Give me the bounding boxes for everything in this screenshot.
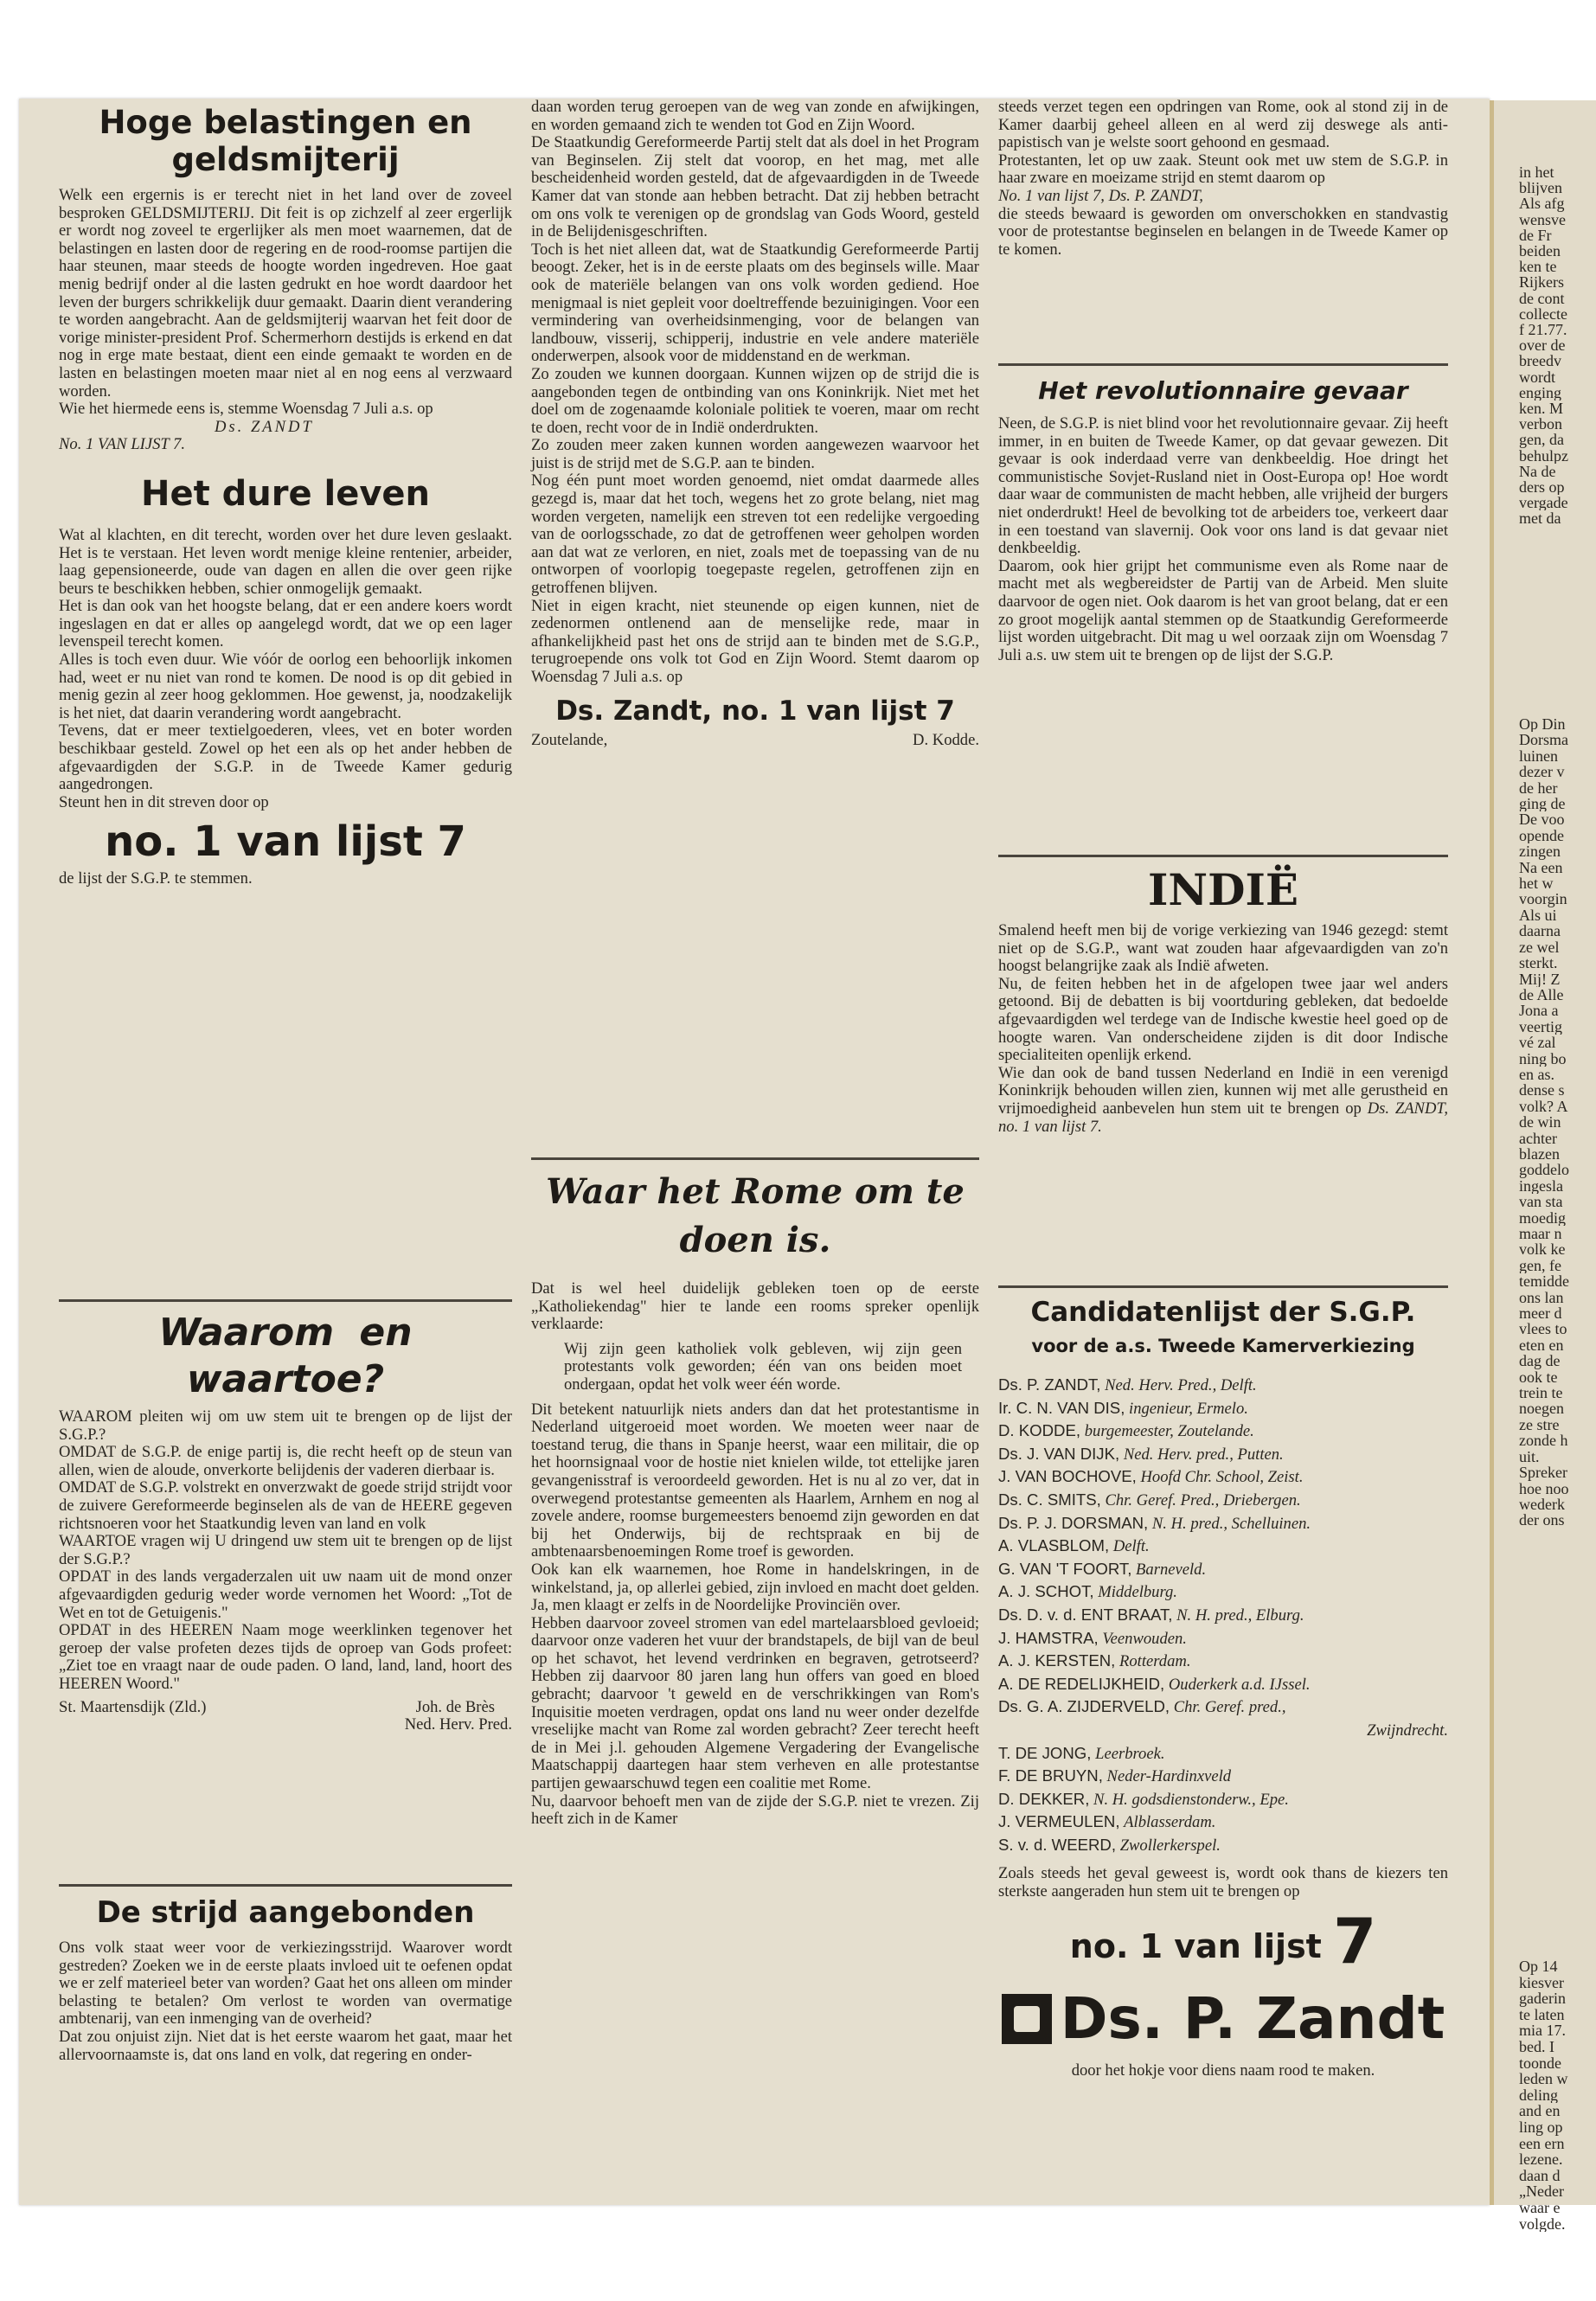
- text-fragment: een ern: [1519, 2135, 1565, 2152]
- candidate-row: [998, 1719, 1448, 1742]
- candidate-description: Middelburg.: [1098, 1583, 1177, 1602]
- article-title-revolutionnaire: Het revolutionnaire gevaar: [1038, 376, 1408, 405]
- paragraph: De Staatkundig Gereformeerde Partij stelt dat als doel in het Program van Beginselen. Zij stelt dat voorop, en het mag, met alle bescheidenheid worden gesteld, dat de afgevaardigden in de Tweede Kamer dat van stonde aan hebben betracht. Dat zij hebben betracht om ons volk te verenigen op de grondslag van Gods Woord, gesteld in de Belijdenisgeschriften.: [531, 133, 979, 241]
- paragraph: Neen, de S.G.P. is niet blind voor het revolutionnaire gevaar. Zij heeft immer, in en buiten de Tweede Kamer, op dat gevaar gewezen. Dit gevaar is ook inderdaad verre van denkbeeldig. Hoe dringt het communistische Sovjet-Rusland niet in Oost-Europa op! Hoe wordt daar waar de communisten de macht hebben, alle vrijheid der burgers niet onderdrukt! Heel de bevolking tot de arbeiders toe, verkeert daar in een toestand van slavernij. Ook voor ons land is dat gevaar niet denkbeeldig.: [998, 414, 1448, 558]
- column-1-bottom: [59, 1893, 512, 2064]
- article-title-waarom-waartoe: Waarom en waartoe?: [158, 1311, 413, 1401]
- candidate-name: Ds. G. A. ZIJDERVELD,: [998, 1697, 1170, 1716]
- signature-block: [59, 1699, 512, 1717]
- candidate-row: [998, 1420, 1448, 1443]
- divider: [998, 363, 1448, 366]
- candidate-row: [998, 1397, 1448, 1420]
- text-fragment: trein te: [1519, 1385, 1563, 1401]
- article-body-rome: [531, 1280, 979, 1829]
- adjacent-text-middle: [1519, 716, 1593, 1529]
- candidate-list: [998, 1374, 1448, 1856]
- column-1-lower: [59, 1310, 512, 1734]
- paragraph: Zo zouden we kunnen doorgaan. Kunnen wijzen op de strijd die is aangebonden tegen de ontbinding van ons Koninkrijk. Niet met het doel om de zogenaamde koloniale politiek te voeren, maar om recht te doen, recht voor de in Indië onderdrukten.: [531, 364, 979, 437]
- candidate-list-title: Candidatenlijst der S.G.P.: [1030, 1297, 1416, 1328]
- text-fragment: Na een: [1519, 859, 1563, 876]
- column-3: [998, 99, 1448, 259]
- ballot-checkbox-icon: [1002, 1994, 1052, 2044]
- text-fragment: luinen: [1519, 747, 1558, 765]
- text-fragment: mia 17.: [1519, 2022, 1566, 2039]
- text-fragment: ders op: [1519, 479, 1565, 496]
- text-fragment: vergade: [1519, 495, 1568, 511]
- text-fragment: en as.: [1519, 1066, 1554, 1083]
- divider: [531, 1157, 979, 1160]
- text-fragment: uit.: [1519, 1448, 1540, 1465]
- text-fragment: verbon: [1519, 416, 1562, 433]
- text-fragment: Op Din: [1519, 716, 1566, 733]
- text-fragment: eten en: [1519, 1336, 1564, 1354]
- candidate-description: Hoofd Chr. School, Zeist.: [1140, 1468, 1304, 1487]
- paragraph: daan worden terug geroepen van de weg van zonde en afwijkingen, en worden gemaand zich te wenden tot God en Zijn Woord.: [531, 98, 979, 134]
- text-fragment: dezer v: [1519, 764, 1565, 780]
- candidate-name: Ir. C. N. VAN DIS,: [998, 1398, 1125, 1417]
- column-3-candidates: [998, 1294, 1448, 2080]
- text-fragment: over de: [1519, 337, 1566, 354]
- text-fragment: kiesver: [1519, 1974, 1564, 1991]
- article-body-dure-leven: [59, 527, 512, 812]
- candidate-row: [998, 1443, 1448, 1466]
- paragraph: Wat al klachten, en dit terecht, worden over het dure leven geslaakt. Het is te verstaan. Het leven wordt menige kleine rentenier, arbeider, laag gepensioneerde, oude van dagen en allen die over geen rijke beurs te beschikken hebben, schier onmogelijk gemaakt.: [59, 525, 512, 598]
- divider: [998, 855, 1448, 857]
- candidate-row: [998, 1512, 1448, 1535]
- paragraph: die steeds bewaard is geworden om onverschokken en standvastig voor de protestantse beginselen en belangen in de Tweede Kamer op te komen.: [998, 204, 1448, 259]
- candidate-row: [998, 1535, 1448, 1558]
- candidate-description: Ned. Herv. pred., Putten.: [1123, 1445, 1284, 1464]
- text-fragment: ning bo: [1519, 1050, 1567, 1067]
- candidate-description: Chr. Geref. Pred., Driebergen.: [1105, 1490, 1301, 1509]
- article-body-waarom-waartoe: [59, 1408, 512, 1734]
- text-fragment: vé zal: [1519, 1035, 1556, 1051]
- candidate-description: Veenwouden.: [1102, 1629, 1187, 1648]
- text-fragment: ken. M: [1519, 401, 1563, 417]
- text-fragment: maar n: [1519, 1226, 1562, 1242]
- candidate-description: Alblasserdam.: [1124, 1813, 1216, 1832]
- text-fragment: gen, da: [1519, 432, 1564, 448]
- signature: Ds. ZANDT: [215, 417, 314, 436]
- text-fragment: moedig: [1519, 1209, 1566, 1226]
- text-fragment: sterkt.: [1519, 955, 1558, 971]
- article-title-dure-leven: Het dure leven: [140, 473, 431, 514]
- candidate-description: Leerbroek.: [1095, 1744, 1165, 1763]
- signature-place: Zoutelande,: [531, 730, 608, 749]
- adjacent-text-bottom: [1519, 1958, 1593, 2232]
- article-body-indie: [998, 922, 1448, 1136]
- candidate-description: N. H. pred., Schelluinen.: [1151, 1514, 1311, 1533]
- text-fragment: volk ke: [1519, 1241, 1566, 1258]
- title-line-1: Hoge belastingen en: [99, 104, 472, 141]
- text-fragment: Mij! Z: [1519, 971, 1561, 987]
- text-fragment: Dorsma: [1519, 732, 1568, 748]
- article-title-strijd-aangebonden: De strijd aangebonden: [96, 1895, 475, 1930]
- candidate-row: [998, 1489, 1448, 1512]
- paragraph: Nog één punt moet worden genoemd, niet omdat daarmede alles gezegd is, maar dat het toch, wegens het zo grote belang, niet mag worden vergeten, namelijk een streven tot een redelijke vergoeding van de oorlogsschade, zo dat de getroffenen weer geholpen worden aan dat wat ze verloren, en niet, zoals met de toepassing van de nu ontworpen of voorlopig toegepaste regelen, getroffenen zijn en getroffenen blijven.: [531, 471, 979, 598]
- signature-place: St. Maartensdijk (Zld.): [59, 1697, 207, 1716]
- text-fragment: het w: [1519, 875, 1554, 892]
- text-fragment: wederk: [1519, 1496, 1565, 1513]
- candidate-name: Ds. P. ZANDT,: [998, 1375, 1101, 1394]
- signature: No. 1 VAN LIJST 7.: [59, 435, 186, 454]
- text-fragment: vlees to: [1519, 1321, 1567, 1337]
- candidate-row: [998, 1834, 1448, 1857]
- big-slogan-lijst-7: no. 1 van lijst 7: [105, 817, 466, 867]
- paragraph: Smalend heeft men bij de vorige verkiezing van 1946 gezegd: stemt niet op de S.G.P., want wat zouden haar afgevaardigden van zo'n hoogst belangrijke zaak als Indië afweten.: [998, 921, 1448, 976]
- candidate-name: A. VLASBLOM,: [998, 1536, 1110, 1555]
- text-fragment: ging de: [1519, 796, 1566, 812]
- candidate-name: Ds. C. SMITS,: [998, 1490, 1101, 1509]
- paragraph: Alles is toch even duur. Wie vóór de oorlog een behoorlijk inkomen had, weet er nu niet van rond te komen. De nood is op dit gebied in menig gezin al zeer hoog geklommen. Hoe gewenst, ja, noodzakelijk is het niet, dat daarin verandering wordt aangebracht.: [59, 651, 512, 722]
- text-fragment: De voo: [1519, 811, 1565, 828]
- text-fragment: de her: [1519, 779, 1558, 797]
- candidate-row: [998, 1765, 1448, 1788]
- text-fragment: daan d: [1519, 2167, 1561, 2184]
- signature-name: D. Kodde.: [913, 730, 979, 749]
- text-fragment: and en: [1519, 2103, 1561, 2119]
- text-fragment: behulpz: [1519, 447, 1568, 464]
- signature-name: Joh. de Brès: [415, 1697, 495, 1716]
- candidate-name: D. KODDE,: [998, 1421, 1081, 1440]
- text-fragment: collecte: [1519, 305, 1567, 323]
- candidate-name: T. DE JONG,: [998, 1743, 1092, 1762]
- text-fragment: Na de: [1519, 463, 1556, 480]
- paragraph: Dat is wel heel duidelijk gebleken toen op de eerste „Katholiekendag" hier te lande een rooms spreker openlijk verklaarde:: [531, 1279, 979, 1334]
- text-fragment: zonde h: [1519, 1433, 1568, 1449]
- paragraph: OMDAT de S.G.P. volstrekt en onverzwakt de goede strijd strijdt voor de zuivere Gereformeerde beginselen als de van de HEERE gegeven richtsnoeren voor het Staatkundig leven van land en volk: [59, 1478, 512, 1533]
- column-3-indie: [998, 862, 1448, 1136]
- candidate-description: Ned. Herv. Pred., Delft.: [1105, 1376, 1257, 1394]
- text-fragment: ze stre: [1519, 1416, 1560, 1433]
- text-fragment: noegen: [1519, 1400, 1564, 1417]
- candidate-description: burgemeester, Zoutelande.: [1084, 1422, 1254, 1441]
- paragraph: Wie het hiermede eens is, stemme Woensdag 7 Juli a.s. op: [59, 400, 433, 419]
- text-fragment: voorgin: [1519, 891, 1567, 907]
- text-fragment: Op 14: [1519, 1958, 1558, 1975]
- paragraph: steeds verzet tegen een opdringen van Rome, ook al stond zij in de Kamer daarbij geheel alleen en al werd zij deswege als anti-papistisch van je welste soort gehoond en gesmaad.: [998, 98, 1448, 152]
- candidate-list-subtitle: voor de a.s. Tweede Kamerverkiezing: [1031, 1336, 1415, 1356]
- text-fragment: blijven: [1519, 180, 1562, 196]
- slogan-text: no. 1 van lijst: [1069, 1926, 1322, 1965]
- article-body-hoge-belastingen: [59, 187, 512, 454]
- paragraph: Toch is het niet alleen dat, wat de Staatkundig Gereformeerde Partij beoogt. Zeker, het is in de eerste plaats om des beginsels wille. Maar ook de materiële belangen van ons volk worden gediend. Hoe menigmaal is niet gepleit voor doeltreffende bezuinigingen. Voor een vermindering van overheidsinmenging, voor de belangen van landbouw, visserij, schipperij, industrie en vele andere materiële onderwerpen, alsook voor de middenstand en de werkman.: [531, 240, 979, 366]
- paragraph: WAAROM pleiten wij om uw stem uit te brengen op de lijst der S.G.P.?: [59, 1407, 512, 1444]
- text-fragment: „Neder: [1519, 2183, 1564, 2200]
- paragraph: Zoals steeds het geval geweest is, wordt ook thans de kiezers ten sterkste aangeraden hun stem uit te brengen op: [998, 1864, 1448, 1901]
- paragraph: Ook kan elk waarnemen, hoe Rome in handelskringen, in de winkelstand, ja, op allerlei gebied, zijn invloed en macht doet gelden. Ja, men klaagt er zelfs in de Noordelijke Provinciën over.: [531, 1560, 979, 1615]
- article-body-strijd-continued: [531, 99, 979, 687]
- candidate-list-note: [998, 1865, 1448, 1900]
- text-fragment: daarna: [1519, 923, 1561, 939]
- quotation: Wij zijn geen katholiek volk gebleven, wij zijn geen protestants volk geworden; één van ons beiden moet ondergaan, opdat het volk weer één worde.: [564, 1339, 962, 1394]
- text-fragment: gen, fe: [1519, 1257, 1561, 1274]
- paragraph: OMDAT de S.G.P. de enige partij is, die recht heeft op de steun van allen, wien de aloude, onverkorte belijdenis der vaderen dierbaar is.: [59, 1443, 512, 1479]
- candidate-description: Rotterdam.: [1119, 1652, 1191, 1671]
- text-fragment: waar e: [1519, 2199, 1561, 2216]
- text-fragment: ze wel: [1519, 939, 1560, 956]
- ballot-instruction: [998, 2062, 1448, 2080]
- candidate-row: [998, 1788, 1448, 1811]
- candidate-description: Neder-Hardinxveld: [1106, 1767, 1232, 1786]
- paragraph: de lijst der S.G.P. te stemmen.: [59, 869, 253, 888]
- candidate-description: Zwollerkerspel.: [1119, 1836, 1221, 1855]
- text-fragment: lezene.: [1519, 2151, 1563, 2168]
- candidate-name: F. DE BRUYN,: [998, 1766, 1103, 1785]
- paragraph: Niet in eigen kracht, niet steunende op eigen kunnen, niet de zedenormen ontlenend aan de menselijke rede, maar in afhankelijkheid past het ons de strijd aan te binden met de S.G.P., terugroepende ons volk tot God en Zijn Woord. Stemt daarom op Woensdag 7 Juli a.s. op: [531, 596, 979, 686]
- paragraph-end: Ds. ZANDT, no. 1 van lijst 7.: [998, 1099, 1449, 1136]
- text-fragment: van sta: [1519, 1194, 1563, 1210]
- candidate-description: Zwijndrecht.: [1367, 1721, 1448, 1740]
- text-fragment: wordt: [1519, 369, 1555, 385]
- paragraph: door het hokje voor diens naam rood te maken.: [1071, 2061, 1375, 2080]
- text-fragment: beiden: [1519, 243, 1561, 260]
- candidate-name: J. HAMSTRA,: [998, 1628, 1099, 1647]
- candidate-row: [998, 1465, 1448, 1489]
- candidate-name: D. DEKKER,: [998, 1789, 1090, 1808]
- text-fragment: blazen: [1519, 1145, 1560, 1163]
- column-3-revolutionnaire: [998, 374, 1448, 664]
- adjacent-text-top: [1519, 164, 1593, 527]
- text-fragment: hoe noo: [1519, 1480, 1569, 1497]
- candidate-row: [998, 1580, 1448, 1604]
- paragraph: WAARTOE vragen wij U dringend uw stem uit te brengen op de lijst der S.G.P.?: [59, 1532, 512, 1568]
- article-body-strijd-aangebonden: [59, 1939, 512, 2064]
- candidate-description: N. H. godsdienstonderw., Epe.: [1093, 1790, 1289, 1809]
- text-fragment: ook te: [1519, 1368, 1558, 1386]
- signature-block: [531, 732, 979, 750]
- paragraph: Zo zouden meer zaken kunnen worden aangewezen waarvoor het juist is de strijd met de S.G.P. aan te binden.: [531, 436, 979, 472]
- divider: [59, 1299, 512, 1302]
- text-fragment: bed. I: [1519, 2038, 1554, 2055]
- candidate-name: J. VAN BOCHOVE,: [998, 1467, 1137, 1486]
- column-1: [59, 102, 512, 888]
- text-fragment: ken te: [1519, 259, 1557, 275]
- text-fragment: de Alle: [1519, 986, 1564, 1003]
- paragraph: Wie dan ook de band tussen Nederland en Indië in een verenigd Koninkrijk behouden willen zien, kunnen wij met alle gerustheid en vrijmoedigheid aanbevelen hun stem uit te brengen op: [998, 1063, 1448, 1118]
- column-2: [531, 99, 979, 749]
- candidate-row: [998, 1604, 1448, 1627]
- text-fragment: Als afg: [1519, 195, 1565, 212]
- paragraph: Hebben daarvoor zoveel stromen van edel martelaarsbloed gevloeid; daarvoor onze vaderen het vuur der brandstapels, de bijl van de beul op het schavot, het levend verdrinken en begraven, getrotseerd? Hebben zij daarvoor 80 jaren lang hun offers van goed en bloed gebracht; daarvoor 't geweld en de verschrikkingen van Rom's Inquisitie moeten verdragen, opdat ons land nu weer onder dezelfde vreselijke macht van Rome zal worden gebracht? Zeer terecht heeft de in Mei j.l. gehouden Algemene Vergadering der Evangelische Maatschappij daartegen haar stem verheven en alle protestantse partijen gewaarschuwd tegen een coalitie met Rome.: [531, 1613, 979, 1793]
- text-fragment: de win: [1519, 1114, 1561, 1131]
- text-fragment: dag de: [1519, 1353, 1561, 1369]
- candidate-row: [998, 1558, 1448, 1581]
- text-fragment: zingen: [1519, 843, 1561, 860]
- candidate-row: [998, 1650, 1448, 1673]
- big-slogan-lijst-7: [998, 1904, 1448, 1979]
- candidate-name: G. VAN 'T FOORT,: [998, 1559, 1132, 1578]
- candidate-row: [998, 1673, 1448, 1696]
- paragraph: Dat zou onjuist zijn. Niet dat is het eerste waarom het gaat, maar het allervoornaamste is, dat ons land en volk, dat regering en onder-: [59, 2027, 512, 2064]
- signature-title: Ned. Herv. Pred.: [404, 1715, 512, 1734]
- text-fragment: leden w: [1519, 2071, 1568, 2087]
- paragraph: Het is dan ook van het hoogste belang, dat er een andere koers wordt ingeslagen en dat er alles op aangelegd wordt, dat we op een lager levenspeil terecht komen.: [59, 597, 512, 651]
- text-fragment: veertig: [1519, 1018, 1562, 1035]
- candidate-row: [998, 1627, 1448, 1650]
- paragraph: Nu, de feiten hebben het in de afgelopen twee jaar wel anders getoond. Bij de debatten is bij voortduring gebleken, dat bedoelde afgevaardigden wel terdege van de Indische kwestie heel goed op de hoogte waren. Van onderscheidene zijden is dit door Indische specialiteiten openlijk erkend.: [998, 974, 1448, 1065]
- text-fragment: Als ui: [1519, 907, 1557, 924]
- text-fragment: deling: [1519, 2086, 1558, 2104]
- text-fragment: volk? A: [1519, 1098, 1568, 1115]
- candidate-description: Chr. Geref. pred.,: [1173, 1698, 1286, 1717]
- candidate-description: Barneveld.: [1136, 1560, 1207, 1579]
- text-fragment: ons lan: [1519, 1289, 1564, 1306]
- candidate-name: A. DE REDELIJKHEID,: [998, 1674, 1165, 1693]
- text-fragment: volgde.: [1519, 2215, 1566, 2233]
- candidate-name: Ds. P. J. DORSMAN,: [998, 1513, 1149, 1532]
- candidate-description: Ouderkerk a.d. IJssel.: [1168, 1675, 1311, 1694]
- candidate-name: A. J. KERSTEN,: [998, 1651, 1116, 1670]
- text-fragment: gaderin: [1519, 1990, 1566, 2007]
- text-fragment: enging: [1519, 384, 1561, 401]
- text-fragment: breedv: [1519, 353, 1561, 369]
- text-fragment: te laten: [1519, 2006, 1565, 2023]
- article-body-rome-continued: [998, 99, 1448, 259]
- text-fragment: wensve: [1519, 211, 1566, 228]
- text-fragment: de cont: [1519, 290, 1565, 306]
- text-fragment: f 21.77.: [1519, 322, 1567, 338]
- paragraph: Welk een ergernis is er terecht niet in het land over de zoveel besproken GELDSMIJTERIJ. Dit feit is op zichzelf al zeer ergerlijk er wordt nog zoveel te ergerlijker als men moet waarnemen, dat de belastingen en lasten door de regering en de rood-roomse partijen die haar steunen, maar steeds de hoogte worden ingedreven. Hoe gaat menig bedrijf onder al die lasten gedrukt en hoe wordt daardoor het leven der burgers schrikkelijk duur gemaakt. Daarin dient verandering te worden aangebracht. Aan de geldsmijterij waarvan het feit door de vorige minister-president Prof. Schermerhorn destijds is erkend en dat nog in erge mate bestaat, dient een einde gemaakt te worden en de lasten en belastingen moeten maar niet al en nog eens al verzwaard worden.: [59, 186, 512, 401]
- title-line-2: geldsmijterij: [171, 141, 400, 178]
- text-fragment: achter: [1519, 1130, 1557, 1146]
- candidate-description: ingenieur, Ermelo.: [1129, 1399, 1248, 1418]
- text-fragment: dense s: [1519, 1082, 1565, 1099]
- banner-ds-zandt: Ds. Zandt, no. 1 van lijst 7: [555, 695, 955, 727]
- text-fragment: meer d: [1519, 1305, 1562, 1322]
- divider: [59, 1884, 512, 1887]
- candidate-name: J. VERMEULEN,: [998, 1812, 1120, 1831]
- paragraph: Steunt hen in dit streven door op: [59, 792, 269, 811]
- article-title-rome: [531, 1168, 979, 1265]
- title-line-1: Waar het Rome om te: [546, 1171, 965, 1212]
- text-fragment: in het: [1519, 164, 1554, 181]
- paragraph: OPDAT in des HEEREN Naam moge weerklinken tegenover het geroep der valse profeten dezes tijds de oproep van Gods profeet: „Ziet toe en vraagt naar de oude paden. O land, land, land, hoort des HEEREN Woord.": [59, 1621, 512, 1693]
- candidate-description: N. H. pred., Elburg.: [1176, 1606, 1304, 1625]
- candidate-name: S. v. d. WEERD,: [998, 1835, 1117, 1854]
- candidate-row: [998, 1374, 1448, 1397]
- text-fragment: Spreker: [1519, 1465, 1567, 1481]
- article-title-indie: INDIË: [1148, 864, 1298, 915]
- text-fragment: Jona a: [1519, 1003, 1559, 1019]
- candidate-description: Delft.: [1112, 1537, 1150, 1556]
- text-fragment: der ons: [1519, 1512, 1565, 1529]
- text-fragment: temidde: [1519, 1273, 1569, 1290]
- text-fragment: de Fr: [1519, 227, 1552, 244]
- paragraph: No. 1 van lijst 7, Ds. P. ZANDT,: [998, 186, 1203, 205]
- text-fragment: toonde: [1519, 2054, 1561, 2072]
- paragraph: Daarom, ook hier grijpt het communisme even als Rome naar de macht met als wegbereidster de Partij van de Arbeid. Men sluite daarvoor de ogen niet. Ook daarom is het van groot belang, dat er een zo groot mogelijk aantal stemmen op de Staatkundig Gereformeerde lijst worden uitgebracht. Dit mag u wel oorzaak zijn om Woensdag 7 Juli a.s. uw stem uit te brengen op de lijst der S.G.P.: [998, 556, 1448, 664]
- text-fragment: ingesla: [1519, 1177, 1563, 1195]
- candidate-name: Ds. J. VAN DIJK,: [998, 1444, 1120, 1463]
- text-fragment: goddelo: [1519, 1162, 1569, 1178]
- article-title-hoge-belastingen: [59, 104, 512, 178]
- paragraph: Protestanten, let op uw zaak. Steunt ook met uw stem de S.G.P. in haar zware en moeizame strijd en stemt daarom op: [998, 151, 1448, 188]
- candidate-row: [998, 1811, 1448, 1834]
- text-fragment: Rijkers: [1519, 274, 1564, 291]
- title-line-2: doen is.: [679, 1220, 831, 1260]
- slogan-number: 7: [1333, 1904, 1377, 1977]
- candidate-row: [998, 1695, 1448, 1719]
- paragraph: OPDAT in des lands vergaderzalen uit uw naam uit de mond onzer afgevaardigden gedurig weder worde vernomen het Woord: „Tot de Wet en tot de Getuigenis.": [59, 1567, 512, 1622]
- column-2-lower: [531, 1168, 979, 1829]
- candidate-row: [998, 1742, 1448, 1766]
- paragraph: Nu, daarvoor behoeft men van de zijde der S.G.P. niet te vrezen. Zij heeft zich in de Kamer: [531, 1791, 979, 1829]
- paragraph: Ons volk staat weer voor de verkiezingsstrijd. Waarover wordt gestreden? Zoeken we in de eerste plaats invloed uit te oefenen opdat we er zelf materieel beter van worden? Gaat het ons alleen om minder belasting te betalen? Om verlost te worden van overmatige ambtenarij, van een inmenging van de overheid?: [59, 1939, 512, 2029]
- paragraph: Tevens, dat er meer textielgoederen, vlees, vet en boter worden beschikbaar gesteld. Zowel op het een als op het ander hebben de afgevaardigden der S.G.P. in de Tweede Kamer gedurig aangedrongen.: [59, 721, 512, 794]
- candidate-name: A. J. SCHOT,: [998, 1582, 1094, 1601]
- slogan-caption: [59, 870, 512, 888]
- article-body-revolutionnaire: [998, 415, 1448, 664]
- text-fragment: opende: [1519, 827, 1564, 844]
- divider: [998, 1285, 1448, 1288]
- candidate-big-name: Ds. P. Zandt: [1060, 1984, 1445, 2052]
- candidate-name: Ds. D. v. d. ENT BRAAT,: [998, 1605, 1173, 1624]
- text-fragment: ling op: [1519, 2118, 1563, 2136]
- text-fragment: met da: [1519, 510, 1561, 527]
- ballot-name-block: [998, 1984, 1448, 2054]
- paragraph: Dit betekent natuurlijk niets anders dan dat het protestantisme in Nederland uitgeroeid moet worden. We moeten weer naar de toestand terug, die thans in Spanje heerst, waar een militair, die op het hoornsignaal voor de hostie niet knielen wilde, tot ettelijke jaren gevangenisstraf is veroordeeld geworden. Het is nu al zo ver, dat in overwegend protestantse gemeenten als Haarlem, Arnhem en nog al zovele andere, roomse burgemeesters benoemd zijn geworden en dat bij het Onderwijs, bij de rechtspraak en bij de ambtenaarsbenoemingen Rome troef is geworden.: [531, 1400, 979, 1561]
